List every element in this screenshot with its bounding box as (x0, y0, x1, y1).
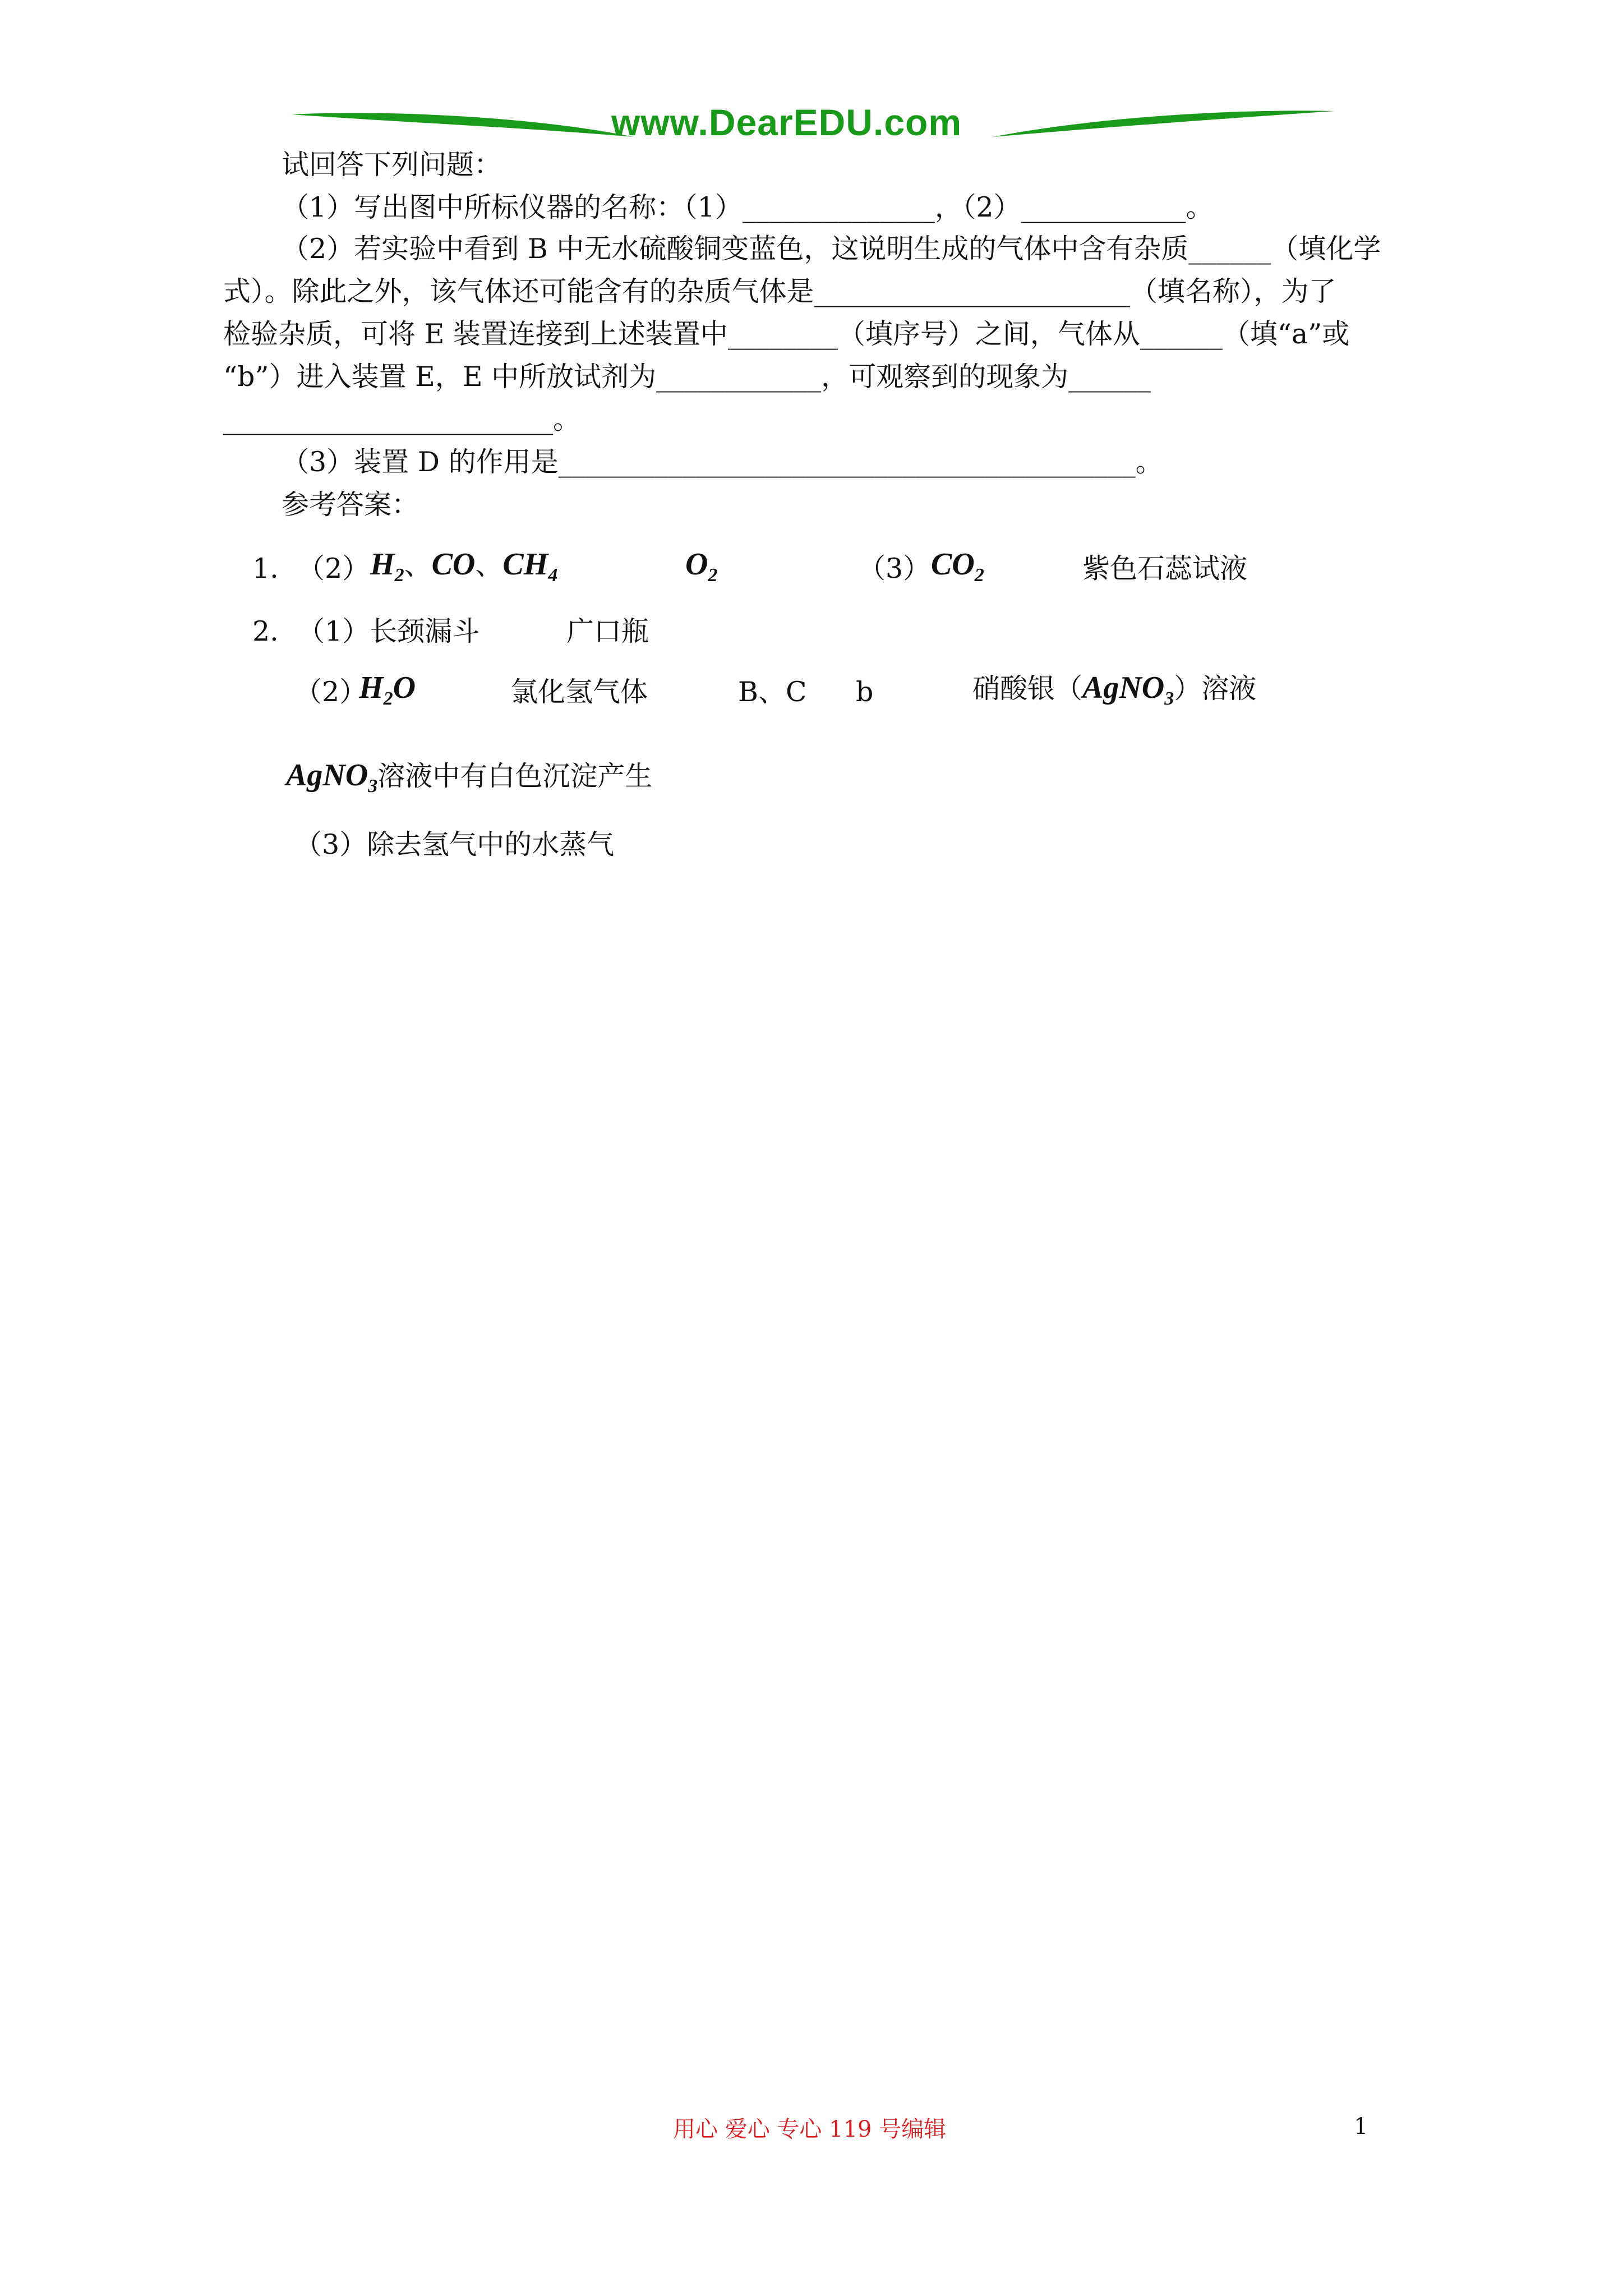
formula-agno3: AgNO$_3$ (1082, 670, 1174, 709)
answer-2-hcl: 氯化氢气体 (510, 676, 648, 708)
question-2-line-4: “b”）进入装置 E，E 中所放试剂为____________，可观察到的现象为______ (223, 361, 1151, 393)
question-1: （1）写出图中所标仪器的名称：（1）______________，（2）____________。 (282, 191, 1214, 223)
formula-co: CO (431, 547, 476, 582)
answers-heading: 参考答案： (282, 489, 419, 521)
question-3: （3）装置 D 的作用是__________________________________________。 (282, 446, 1163, 478)
logo-swoosh-right (987, 104, 1335, 144)
answer-1-formulas: $H_2$、CO、$CH_4$ (370, 547, 558, 586)
formula-o2: $O_2$ (685, 547, 718, 586)
answer-2-part-2: （2） (294, 676, 367, 708)
question-2-line-3: 检验杂质，可将 E 装置连接到上述装置中________（填序号）之间，气体从______（填“a”或 (223, 318, 1350, 350)
formula-agno3-precip: AgNO$_3$ (286, 758, 378, 797)
answer-2-part-3: （3）除去氢气中的水蒸气 (294, 829, 615, 861)
answer-2-silver-nitrate: 硝酸银（AgNO$_3$）溶液 (972, 670, 1257, 709)
answer-2-precipitate: AgNO$_3$溶液中有白色沉淀产生 (286, 758, 653, 797)
answer-1-part-2: （2） (297, 553, 370, 585)
question-2-line-5: ________________________。 (223, 403, 580, 435)
formula-co2: $CO_2$ (931, 547, 984, 586)
questions-intro: 试回答下列问题： (282, 149, 502, 181)
formula-h2: $H_2$ (370, 547, 404, 586)
footer-slogan: 用心 爱心 专心 119 号编辑 (673, 2116, 947, 2142)
answer-1-part-3: （3） (858, 553, 931, 585)
answer-1-litmus: 紫色石蕊试液 (1082, 553, 1248, 585)
formula-h2o: $H_2O$ (359, 670, 416, 709)
answer-2-part-1: （1）长颈漏斗 (297, 615, 480, 647)
question-2-line-2: 式）。除此之外，该气体还可能含有的杂质气体是_______________________（填名称），为了 (223, 275, 1336, 307)
answer-2-bottle: 广口瓶 (566, 615, 649, 647)
header-logo (292, 101, 1335, 151)
answer-2-b: b (856, 676, 874, 708)
question-2-line-1: （2）若实验中看到 B 中无水硫酸铜变蓝色，这说明生成的气体中含有杂质______（填化学 (282, 233, 1381, 265)
logo-text: www.DearEDU.com (611, 102, 962, 143)
page-number: 1 (1354, 2114, 1368, 2139)
answer-1-number: 1. (252, 553, 279, 585)
logo-swoosh-left (292, 104, 639, 144)
formula-ch4: $CH_4$ (502, 547, 558, 586)
answer-2-number: 2. (252, 615, 279, 647)
answer-2-bc: B、C (738, 676, 807, 708)
